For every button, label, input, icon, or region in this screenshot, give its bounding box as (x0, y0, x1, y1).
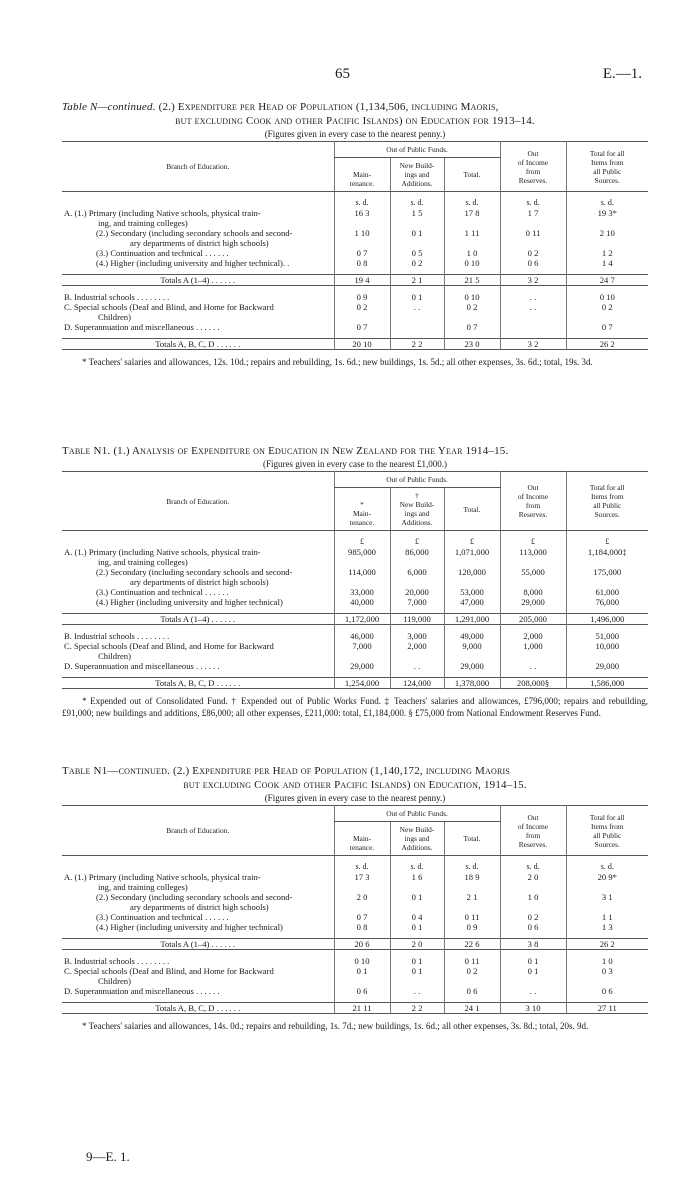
row-value: 2 0 (500, 872, 566, 892)
row-value: 17 3 (334, 872, 390, 892)
row-value: 19 4 (334, 274, 390, 285)
row-value: 51,000 (566, 631, 648, 641)
grand-totals-row (62, 677, 648, 688)
col-header-public-funds: Out of Public Funds. (334, 142, 500, 158)
table-row (62, 922, 648, 932)
row-value: 1 7 (500, 208, 566, 228)
unit-label: s. d. (390, 856, 444, 872)
table-row (62, 258, 648, 268)
row-value: 1,378,000 (444, 677, 500, 688)
col-header-branch: Branch of Education. (62, 142, 334, 192)
row-value: 20 10 (334, 338, 390, 349)
table-row (62, 547, 648, 567)
row-value: 26 2 (566, 338, 648, 349)
row-label-continued: ary departments of district high schools) (130, 237, 269, 248)
unit-label: s. d. (500, 856, 566, 872)
row-value: 3 1 (566, 892, 648, 912)
row-value: 0 1 (390, 922, 444, 932)
col-header-total: Total. (444, 488, 500, 531)
row-value: 0 8 (334, 258, 390, 268)
table-n1-continued-section (62, 764, 648, 1032)
row-value: 2 1 (444, 892, 500, 912)
table-title-lead: Table N—continued. (62, 101, 156, 113)
table (62, 805, 648, 1014)
unit-label: s. d. (390, 192, 444, 208)
table-row (62, 322, 648, 332)
row-value: 0 1 (500, 966, 566, 986)
row-label: B. Industrial schools . . . . . . . . (64, 291, 170, 302)
row-value: . . (390, 302, 444, 322)
row-value: 0 8 (334, 922, 390, 932)
unit-label: s. d. (334, 856, 390, 872)
row-label-continued: ing, and training colleges) (98, 556, 188, 567)
expenditure-table (62, 471, 648, 689)
row-value: . . (500, 661, 566, 671)
row-label: A. (1.) Primary (including Native schools, physical train- (64, 207, 261, 218)
row-value: 1 2 (566, 248, 648, 258)
row-label-continued: ing, and training colleges) (98, 217, 188, 228)
table-subtitle: (Figures given in every case to the nearest £1,000.) (263, 459, 447, 469)
row-label: (4.) Higher (including university and higher technical) (96, 596, 283, 607)
row-value: 1 0 (566, 956, 648, 966)
row-value: 1,071,000 (444, 547, 500, 567)
row-label: (4.) Higher (including university and higher technical). . (96, 257, 290, 268)
unit-label: £ (566, 531, 648, 547)
unit-label: s. d. (566, 192, 648, 208)
row-value: 0 7 (334, 248, 390, 258)
row-value: 0 6 (566, 986, 648, 996)
page-number: 65 (335, 66, 350, 82)
row-value: 33,000 (334, 587, 390, 597)
table-row (62, 892, 648, 912)
row-value: 29,000 (566, 661, 648, 671)
row-label: (4.) Higher (including university and higher technical) (96, 921, 283, 932)
row-value: 3 2 (500, 274, 566, 285)
row-value: 0 11 (500, 228, 566, 248)
table-row (62, 567, 648, 587)
row-value: 0 1 (500, 956, 566, 966)
table-title-text: (1.) Analysis of Expenditure on Education in New Zealand for the Year 1914–15. (113, 445, 509, 457)
col-header-maintenance: Main- tenance. (349, 170, 375, 188)
table-title (62, 444, 648, 458)
table-row (62, 302, 648, 322)
table-footnote: * Expended out of Consolidated Fund. † Expended out of Public Works Fund. ‡ Teachers' salaries and allowances, £796,000; repairs and rebuilding, £91,000; new buildings and additions, £86,000; all other expenses, £211,000: total, £1,184,000. § £75,000 from National Endowment Reserves Fund. (62, 695, 648, 718)
row-value: 47,000 (444, 597, 500, 607)
col-header-branch: Branch of Education. (62, 806, 334, 856)
table-row (62, 966, 648, 986)
row-label: A. (1.) Primary (including Native schools, physical train- (64, 871, 261, 882)
row-label: D. Superannuation and miscellaneous . . . . . . (64, 660, 220, 671)
table-row (62, 587, 648, 597)
row-value: 29,000 (444, 661, 500, 671)
row-value: 0 6 (500, 922, 566, 932)
row-value: 0 1 (334, 966, 390, 986)
page-signature: 9—E. 1. (86, 1149, 130, 1164)
row-value: 53,000 (444, 587, 500, 597)
row-value: 0 9 (444, 922, 500, 932)
unit-label: £ (334, 531, 390, 547)
row-value: 0 6 (444, 986, 500, 996)
row-value: . . (500, 986, 566, 996)
row-value: 20 6 (334, 938, 390, 949)
buildings-mark: † (415, 491, 419, 500)
row-value (500, 322, 566, 332)
row-label: (2.) Secondary (including secondary schools and second- (96, 227, 293, 238)
totals-row (62, 938, 648, 949)
row-value: 26 2 (566, 938, 648, 949)
row-value: 2 2 (390, 338, 444, 349)
maintenance-mark: * (360, 500, 364, 509)
row-value: 205,000 (500, 613, 566, 624)
row-value: 3 8 (500, 938, 566, 949)
row-value: 2 0 (390, 938, 444, 949)
row-value: 0 10 (444, 292, 500, 302)
row-label: B. Industrial schools . . . . . . . . (64, 955, 170, 966)
table-title (62, 764, 648, 778)
row-value (390, 322, 444, 332)
row-value: 20,000 (390, 587, 444, 597)
row-value: 86,000 (390, 547, 444, 567)
row-value: 0 5 (390, 248, 444, 258)
table-row (62, 872, 648, 892)
row-value: 0 1 (390, 892, 444, 912)
col-header-new-buildings: New Build- ings and Additions. (399, 825, 435, 852)
row-value: 0 2 (334, 302, 390, 322)
row-value: 1 5 (390, 208, 444, 228)
row-value: 0 11 (444, 912, 500, 922)
grand-totals-row (62, 338, 648, 349)
row-value: 17 8 (444, 208, 500, 228)
row-value: 29,000 (334, 661, 390, 671)
col-header-reserves: Out of Income from Reserves. (500, 472, 566, 531)
row-label-continued: Children) (98, 650, 131, 661)
row-value: 0 10 (566, 292, 648, 302)
unit-label: £ (390, 531, 444, 547)
row-value: 16 3 (334, 208, 390, 228)
col-header-new-buildings: New Build- ings and Additions. (399, 500, 435, 527)
unit-label: s. d. (500, 192, 566, 208)
row-value: 0 6 (500, 258, 566, 268)
unit-label: s. d. (444, 856, 500, 872)
col-header-total: Total. (444, 822, 500, 856)
row-value: 985,000 (334, 547, 390, 567)
table-row (62, 986, 648, 996)
row-value: 113,000 (500, 547, 566, 567)
row-value: 0 7 (334, 912, 390, 922)
row-label-continued: Children) (98, 311, 131, 322)
table-footnote: * Teachers' salaries and allowances, 12s. 10d.; repairs and rebuilding, 1s. 6d.; new buildings, 1s. 5d.; all other expenses, 3s. 6d.; total, 19s. 3d. (82, 356, 593, 367)
table-row (62, 956, 648, 966)
row-label: C. Special schools (Deaf and Blind, and Home for Backward (64, 301, 274, 312)
row-value: 20 9* (566, 872, 648, 892)
row-value: 49,000 (444, 631, 500, 641)
row-value: 29,000 (500, 597, 566, 607)
table-title-line2: but excluding Cook and other Pacific Islands) on Education, 1914–15. (183, 779, 527, 791)
row-value: 114,000 (334, 567, 390, 587)
table (62, 471, 648, 689)
grand-totals-row (62, 1002, 648, 1013)
table-subtitle: (Figures given in every case to the nearest penny.) (264, 129, 446, 139)
row-value: 0 9 (334, 292, 390, 302)
table-title-line2: but excluding Cook and other Pacific Islands) on Education for 1913–14. (175, 115, 535, 127)
row-value: 2 0 (334, 892, 390, 912)
row-value: . . (500, 302, 566, 322)
row-value: 0 3 (566, 966, 648, 986)
row-value: 8,000 (500, 587, 566, 597)
row-value: 124,000 (390, 677, 444, 688)
row-value: 2,000 (500, 631, 566, 641)
row-label: B. Industrial schools . . . . . . . . (64, 630, 170, 641)
row-label: Totals A, B, C, D . . . . . . (155, 677, 241, 688)
row-value: 1,172,000 (334, 613, 390, 624)
row-value: 1 0 (444, 248, 500, 258)
row-value: 119,000 (390, 613, 444, 624)
row-label: Totals A (1–4) . . . . . . (160, 274, 236, 285)
row-value: 3,000 (390, 631, 444, 641)
row-value: 0 1 (390, 228, 444, 248)
row-label-continued: Children) (98, 975, 131, 986)
row-label-continued: ing, and training colleges) (98, 881, 188, 892)
row-value: 9,000 (444, 641, 500, 661)
table-title (62, 100, 648, 114)
row-value: . . (390, 986, 444, 996)
row-label: C. Special schools (Deaf and Blind, and Home for Backward (64, 640, 274, 651)
table (62, 141, 648, 350)
page-header (0, 66, 700, 86)
row-value: 23 0 (444, 338, 500, 349)
row-value: 40,000 (334, 597, 390, 607)
row-value: 0 7 (444, 322, 500, 332)
row-label: Totals A (1–4) . . . . . . (160, 613, 236, 624)
row-value: 0 2 (390, 258, 444, 268)
row-label: C. Special schools (Deaf and Blind, and Home for Backward (64, 965, 274, 976)
row-value: 1,586,000 (566, 677, 648, 688)
row-value: 0 10 (334, 956, 390, 966)
row-label: Totals A (1–4) . . . . . . (160, 938, 236, 949)
row-value: 76,000 (566, 597, 648, 607)
expenditure-table (62, 805, 648, 1014)
row-label-continued: ary departments of district high schools) (130, 901, 269, 912)
row-label: A. (1.) Primary (including Native schools, physical train- (64, 546, 261, 557)
row-value: 7,000 (390, 597, 444, 607)
row-value: 0 7 (334, 322, 390, 332)
row-value: 0 1 (390, 956, 444, 966)
row-label: D. Superannuation and miscellaneous . . . . . . (64, 985, 220, 996)
row-label: (2.) Secondary (including secondary schools and second- (96, 891, 293, 902)
col-header-public-funds: Out of Public Funds. (334, 472, 500, 488)
row-value: 1 0 (500, 892, 566, 912)
col-header-maintenance: Main- tenance. (349, 834, 375, 852)
row-label-continued: ary departments of district high schools) (130, 576, 269, 587)
row-value: 0 2 (566, 302, 648, 322)
row-value: 10,000 (566, 641, 648, 661)
row-value: 6,000 (390, 567, 444, 587)
row-value: 1,000 (500, 641, 566, 661)
expenditure-table (62, 141, 648, 350)
unit-label: s. d. (334, 192, 390, 208)
totals-row (62, 613, 648, 624)
table-n-continued-section (62, 100, 648, 368)
totals-row (62, 274, 648, 285)
row-value: 0 11 (444, 956, 500, 966)
table-row (62, 597, 648, 607)
row-value: 0 2 (500, 248, 566, 258)
table-title-lead: Table N1. (62, 445, 111, 457)
row-value: 208,000§ (500, 677, 566, 688)
unit-label: £ (444, 531, 500, 547)
row-value: 24 1 (444, 1002, 500, 1013)
unit-label: s. d. (444, 192, 500, 208)
row-value: 21 11 (334, 1002, 390, 1013)
col-header-new-buildings: New Build- ings and Additions. (399, 161, 435, 188)
table-row (62, 641, 648, 661)
table-row (62, 228, 648, 248)
row-value: 2,000 (390, 641, 444, 661)
page-reference: E.—1. (602, 66, 642, 82)
row-value: 2 2 (390, 1002, 444, 1013)
row-value: 1 6 (390, 872, 444, 892)
row-value: 22 6 (444, 938, 500, 949)
col-header-reserves: Out of Income from Reserves. (500, 142, 566, 192)
table-row (62, 208, 648, 228)
row-value: 46,000 (334, 631, 390, 641)
row-value: 7,000 (334, 641, 390, 661)
row-value: 175,000 (566, 567, 648, 587)
table-row (62, 661, 648, 671)
table-title-text: (2.) Expenditure per Head of Population (1,140,172, including Maoris (172, 765, 511, 777)
row-value: 0 1 (390, 292, 444, 302)
row-value: 3 10 (500, 1002, 566, 1013)
row-value: 0 7 (566, 322, 648, 332)
row-label: D. Superannuation and miscellaneous . . . . . . (64, 321, 220, 332)
row-value: 120,000 (444, 567, 500, 587)
table-row (62, 912, 648, 922)
row-value: 19 3* (566, 208, 648, 228)
table-row (62, 631, 648, 641)
row-value: 21 5 (444, 274, 500, 285)
col-header-grand-total: Total for all Items from all Public Sources. (566, 472, 648, 531)
row-label: Totals A, B, C, D . . . . . . (155, 338, 241, 349)
col-header-grand-total: Total for all Items from all Public Sources. (566, 142, 648, 192)
col-header-total: Total. (444, 158, 500, 192)
row-value: 1,184,000‡ (566, 547, 648, 567)
row-value: 1,254,000 (334, 677, 390, 688)
row-label: (3.) Continuation and technical . . . . . . (96, 911, 229, 922)
col-header-grand-total: Total for all Items from all Public Sources. (566, 806, 648, 856)
row-value: 1 3 (566, 922, 648, 932)
row-value: 1 11 (444, 228, 500, 248)
table-title-lead: Table N1—continued. (62, 765, 171, 777)
row-value: 61,000 (566, 587, 648, 597)
row-value: 1 1 (566, 912, 648, 922)
col-header-reserves: Out of Income from Reserves. (500, 806, 566, 856)
row-value: 0 6 (334, 986, 390, 996)
row-value: 55,000 (500, 567, 566, 587)
row-value: 0 2 (500, 912, 566, 922)
unit-label: s. d. (566, 856, 648, 872)
table-footnote: * Teachers' salaries and allowances, 14s. 0d.; repairs and rebuilding, 1s. 7d.; new buildings, 1s. 6d.; all other expenses, 3s. 8d.; total, 20s. 9d. (82, 1020, 589, 1031)
table-n1-section (62, 444, 648, 719)
row-value: 0 10 (444, 258, 500, 268)
row-value: 1 4 (566, 258, 648, 268)
row-value: 0 4 (390, 912, 444, 922)
row-value: 0 2 (444, 966, 500, 986)
row-value: 1,291,000 (444, 613, 500, 624)
row-value: 0 1 (390, 966, 444, 986)
col-header-branch: Branch of Education. (62, 472, 334, 531)
row-value: 24 7 (566, 274, 648, 285)
row-label: (2.) Secondary (including secondary schools and second- (96, 566, 293, 577)
row-label: (3.) Continuation and technical . . . . . . (96, 247, 229, 258)
row-value: 2 1 (390, 274, 444, 285)
row-value: 18 9 (444, 872, 500, 892)
table-title-text: (2.) Expenditure per Head of Population (1,134,506, including Maoris, (158, 101, 499, 113)
row-value: 1,496,000 (566, 613, 648, 624)
row-value: . . (500, 292, 566, 302)
table-row (62, 292, 648, 302)
row-value: 27 11 (566, 1002, 648, 1013)
col-header-maintenance: Main- tenance. (349, 509, 375, 527)
table-row (62, 248, 648, 258)
row-value: 0 2 (444, 302, 500, 322)
row-value: . . (390, 661, 444, 671)
row-value: 3 2 (500, 338, 566, 349)
unit-label: £ (500, 531, 566, 547)
col-header-public-funds: Out of Public Funds. (334, 806, 500, 822)
table-subtitle: (Figures given in every case to the nearest penny.) (264, 793, 446, 803)
row-label: Totals A, B, C, D . . . . . . (155, 1002, 241, 1013)
row-value: 2 10 (566, 228, 648, 248)
row-label: (3.) Continuation and technical . . . . . . (96, 586, 229, 597)
row-value: 1 10 (334, 228, 390, 248)
